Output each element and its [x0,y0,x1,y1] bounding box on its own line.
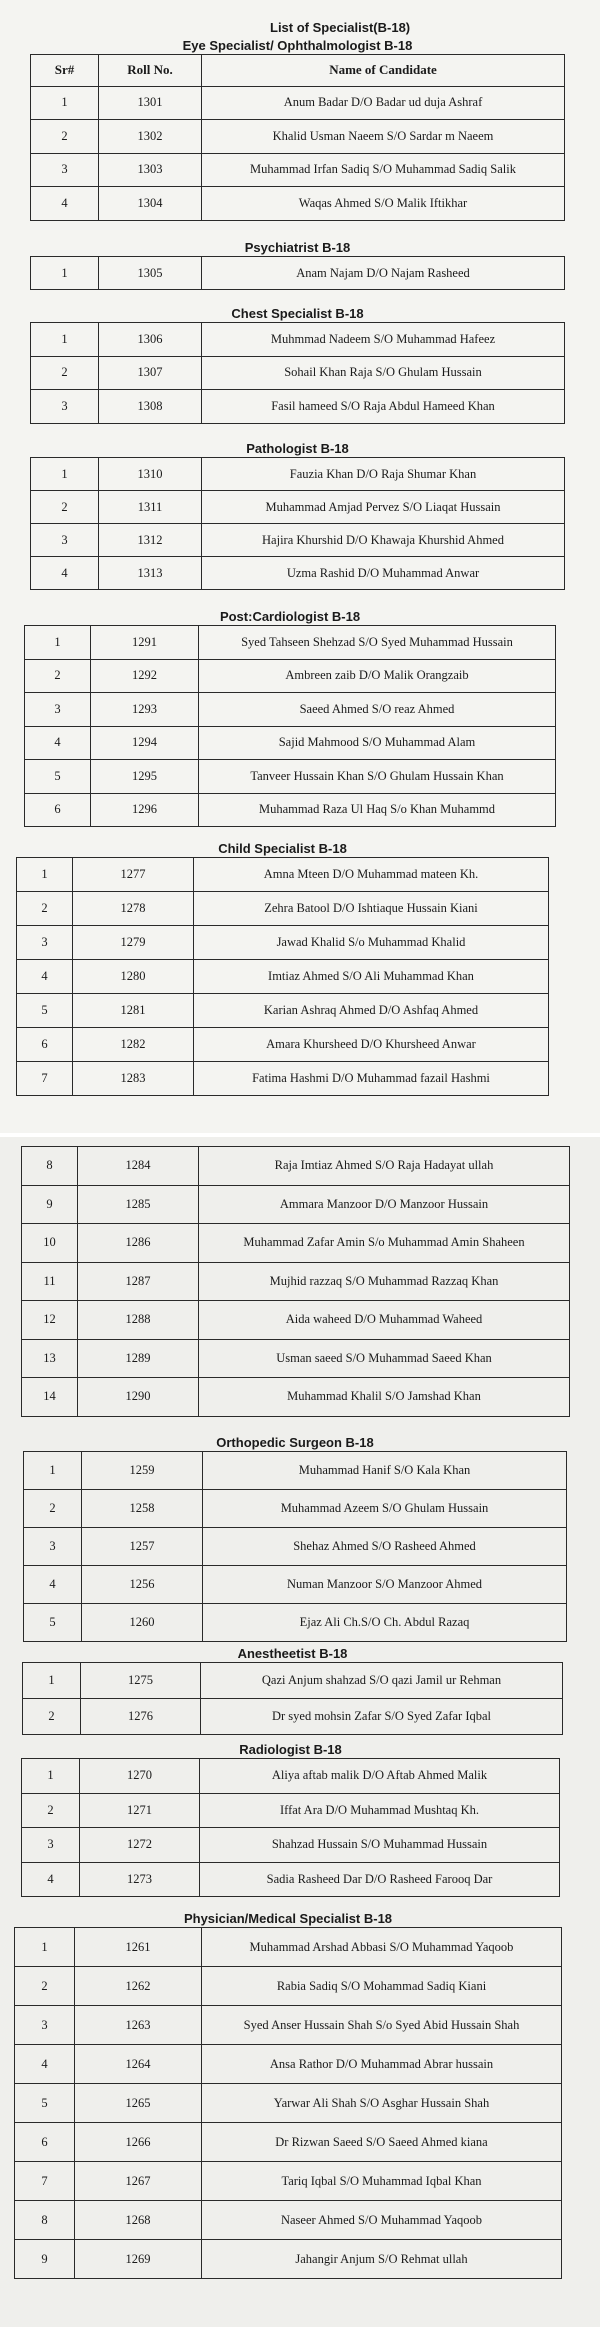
table-row [22,1378,570,1417]
candidate-name: Rabia Sadiq S/O Mohammad Sadiq Kiani [202,1967,562,2006]
serial-number: 9 [22,1185,78,1224]
candidate-name: Syed Anser Hussain Shah S/o Syed Abid Hussain Shah [202,2006,562,2045]
roll-number: 1308 [99,390,202,424]
candidate-name: Usman saeed S/O Muhammad Saeed Khan [199,1339,570,1378]
serial-number: 4 [24,1566,82,1604]
roll-number: 1304 [99,187,202,221]
candidate-name: Ansa Rathor D/O Muhammad Abrar hussain [202,2045,562,2084]
roll-number: 1273 [80,1862,200,1897]
roll-number: 1296 [91,793,199,827]
section-1 [30,240,565,290]
roll-number: 1256 [82,1566,203,1604]
section-8 [22,1646,563,1735]
candidate-name: Yarwar Ali Shah S/O Asghar Hussain Shah [202,2084,562,2123]
candidate-name: Raja Imtiaz Ahmed S/O Raja Hadayat ullah [199,1147,570,1186]
table-row [24,1566,567,1604]
table-row [15,2045,562,2084]
table-row [23,1663,563,1699]
candidate-name: Ambreen zaib D/O Malik Orangzaib [199,659,556,693]
serial-number: 5 [25,760,91,794]
candidate-name: Mujhid razzaq S/O Muhammad Razzaq Khan [199,1262,570,1301]
roll-number: 1286 [78,1224,199,1263]
serial-number: 3 [25,693,91,727]
serial-number: 1 [31,323,99,357]
candidate-name: Sadia Rasheed Dar D/O Rasheed Farooq Dar [200,1862,560,1897]
serial-number: 3 [31,153,99,187]
serial-number: 2 [17,892,73,926]
serial-number: 6 [25,793,91,827]
roll-number: 1290 [78,1378,199,1417]
candidate-name: Muhammad Hanif S/O Kala Khan [203,1452,567,1490]
candidate-name: Waqas Ahmed S/O Malik Iftikhar [202,187,565,221]
table-row [31,153,565,187]
serial-number: 4 [31,557,99,590]
roll-number: 1263 [75,2006,202,2045]
roll-number: 1268 [75,2201,202,2240]
roll-number: 1305 [99,257,202,290]
document-title: List of Specialist(B-18) [270,20,411,35]
candidate-name: Fauzia Khan D/O Raja Shumar Khan [202,458,565,491]
table-row [15,2123,562,2162]
roll-number: 1281 [73,994,194,1028]
candidate-name: Karian Ashraq Ahmed D/O Ashfaq Ahmed [194,994,549,1028]
candidate-name: Imtiaz Ahmed S/O Ali Muhammad Khan [194,960,549,994]
roll-number: 1261 [75,1928,202,1967]
serial-number: 5 [15,2084,75,2123]
serial-number: 10 [22,1224,78,1263]
serial-number: 2 [31,356,99,390]
candidate-name: Anum Badar D/O Badar ud duja Ashraf [202,86,565,120]
roll-number: 1278 [73,892,194,926]
roll-number: 1266 [75,2123,202,2162]
roll-number: 1301 [99,86,202,120]
serial-number: 3 [24,1528,82,1566]
candidate-table [24,625,556,827]
roll-number: 1312 [99,524,202,557]
section-title: Eye Specialist/ Ophthalmologist B-18 [182,38,413,53]
roll-number: 1259 [82,1452,203,1490]
table-row [15,1928,562,1967]
candidate-table [30,457,565,590]
table-row [25,726,556,760]
candidate-name: Aliya aftab malik D/O Aftab Ahmed Malik [200,1759,560,1794]
roll-number: 1280 [73,960,194,994]
serial-number: 1 [25,626,91,660]
serial-number: 4 [15,2045,75,2084]
serial-number: 1 [31,86,99,120]
candidate-name: Amna Mteen D/O Muhammad mateen Kh. [194,858,549,892]
roll-number: 1285 [78,1185,199,1224]
candidate-name: Fasil hameed S/O Raja Abdul Hameed Khan [202,390,565,424]
candidate-name: Ejaz Ali Ch.S/O Ch. Abdul Razaq [203,1604,567,1642]
candidate-name: Numan Manzoor S/O Manzoor Ahmed [203,1566,567,1604]
serial-number: 3 [31,390,99,424]
serial-number: 2 [31,120,99,154]
table-row [31,257,565,290]
serial-number: 3 [22,1828,80,1863]
table-row [24,1452,567,1490]
roll-number: 1284 [78,1147,199,1186]
section-0 [30,38,565,221]
candidate-table [23,1451,567,1642]
table-row [31,458,565,491]
roll-number: 1294 [91,726,199,760]
candidate-name: Muhammad Azeem S/O Ghulam Hussain [203,1490,567,1528]
table-row [15,2084,562,2123]
table-row [17,892,549,926]
candidate-name: Sohail Khan Raja S/O Ghulam Hussain [202,356,565,390]
roll-number: 1257 [82,1528,203,1566]
candidate-name: Qazi Anjum shahzad S/O qazi Jamil ur Rehman [201,1663,563,1699]
table-row [31,356,565,390]
table-row [31,120,565,154]
candidate-name: Fatima Hashmi D/O Muhammad fazail Hashmi [194,1062,549,1096]
serial-number: 13 [22,1339,78,1378]
roll-number: 1267 [75,2162,202,2201]
roll-number: 1313 [99,557,202,590]
serial-number: 5 [24,1604,82,1642]
candidate-name: Jawad Khalid S/o Muhammad Khalid [194,926,549,960]
roll-number: 1265 [75,2084,202,2123]
section-title: Orthopedic Surgeon B-18 [216,1435,374,1450]
table-row [25,626,556,660]
table-row [25,793,556,827]
candidate-table [30,322,565,424]
serial-number: 1 [15,1928,75,1967]
table-row [22,1828,560,1863]
roll-number: 1288 [78,1301,199,1340]
table-row [25,760,556,794]
table-row [22,1185,570,1224]
candidate-name: Sajid Mahmood S/O Muhammad Alam [199,726,556,760]
table-row [15,2240,562,2279]
serial-number: 9 [15,2240,75,2279]
section-title: Radiologist B-18 [239,1742,342,1757]
roll-number: 1270 [80,1759,200,1794]
section-6 [21,1146,570,1417]
serial-number: 4 [17,960,73,994]
roll-number: 1303 [99,153,202,187]
table-row [17,994,549,1028]
serial-number: 8 [22,1147,78,1186]
table-row [22,1339,570,1378]
candidate-name: Khalid Usman Naeem S/O Sardar m Naeem [202,120,565,154]
table-row [17,960,549,994]
candidate-table [14,1927,562,2279]
serial-number: 3 [17,926,73,960]
candidate-name: Syed Tahseen Shehzad S/O Syed Muhammad Hussain [199,626,556,660]
serial-number: 11 [22,1262,78,1301]
table-row [17,1028,549,1062]
table-row [17,926,549,960]
table-header-row [31,55,565,87]
candidate-name: Naseer Ahmed S/O Muhammad Yaqoob [202,2201,562,2240]
candidate-name: Saeed Ahmed S/O reaz Ahmed [199,693,556,727]
table-row [22,1862,560,1897]
candidate-name: Jahangir Anjum S/O Rehmat ullah [202,2240,562,2279]
table-row [24,1604,567,1642]
roll-number: 1279 [73,926,194,960]
roll-number: 1277 [73,858,194,892]
serial-number: 4 [25,726,91,760]
table-row [31,491,565,524]
table-row [22,1793,560,1828]
candidate-name: Uzma Rashid D/O Muhammad Anwar [202,557,565,590]
table-row [22,1147,570,1186]
roll-number: 1289 [78,1339,199,1378]
serial-number: 8 [15,2201,75,2240]
candidate-name: Dr syed mohsin Zafar S/O Syed Zafar Iqbal [201,1699,563,1735]
serial-number: 4 [31,187,99,221]
serial-number: 1 [31,458,99,491]
section-5 [16,841,549,1096]
roll-number: 1264 [75,2045,202,2084]
candidate-name: Muhammad Zafar Amin S/o Muhammad Amin Shaheen [199,1224,570,1263]
roll-number: 1302 [99,120,202,154]
table-row [25,659,556,693]
roll-number: 1260 [82,1604,203,1642]
roll-number: 1287 [78,1262,199,1301]
candidate-name: Anam Najam D/O Najam Rasheed [202,257,565,290]
candidate-name: Muhammad Khalil S/O Jamshad Khan [199,1378,570,1417]
roll-number: 1276 [81,1699,201,1735]
serial-number: 1 [22,1759,80,1794]
table-row [31,557,565,590]
table-row [22,1759,560,1794]
candidate-name: Hajira Khurshid D/O Khawaja Khurshid Ahmed [202,524,565,557]
table-row [17,1062,549,1096]
serial-number: 7 [17,1062,73,1096]
serial-number: 7 [15,2162,75,2201]
roll-number: 1295 [91,760,199,794]
section-2 [30,306,565,424]
serial-number: 1 [24,1452,82,1490]
roll-number: 1258 [82,1490,203,1528]
serial-number: 4 [22,1862,80,1897]
section-7 [23,1435,567,1642]
table-row [25,693,556,727]
roll-number: 1311 [99,491,202,524]
candidate-name: Muhmmad Nadeem S/O Muhammad Hafeez [202,323,565,357]
candidate-table [22,1662,563,1735]
candidate-name: Muhammad Irfan Sadiq S/O Muhammad Sadiq Salik [202,153,565,187]
header-sr: Sr# [31,55,99,87]
roll-number: 1282 [73,1028,194,1062]
candidate-name: Muhammad Amjad Pervez S/O Liaqat Hussain [202,491,565,524]
serial-number: 2 [23,1699,81,1735]
roll-number: 1275 [81,1663,201,1699]
serial-number: 6 [17,1028,73,1062]
serial-number: 2 [24,1490,82,1528]
candidate-name: Aida waheed D/O Muhammad Waheed [199,1301,570,1340]
candidate-name: Tariq Iqbal S/O Muhammad Iqbal Khan [202,2162,562,2201]
serial-number: 1 [17,858,73,892]
serial-number: 14 [22,1378,78,1417]
section-title: Post:Cardiologist B-18 [219,609,361,624]
roll-number: 1262 [75,1967,202,2006]
serial-number: 2 [22,1793,80,1828]
serial-number: 12 [22,1301,78,1340]
candidate-name: Muhammad Raza Ul Haq S/o Khan Muhammd [199,793,556,827]
candidate-table [30,256,565,290]
roll-number: 1271 [80,1793,200,1828]
serial-number: 2 [15,1967,75,2006]
candidate-name: Iffat Ara D/O Muhammad Mushtaq Kh. [200,1793,560,1828]
table-row [24,1528,567,1566]
table-row [31,187,565,221]
serial-number: 6 [15,2123,75,2162]
serial-number: 1 [23,1663,81,1699]
candidate-table [21,1758,560,1897]
section-title: Physician/Medical Specialist B-18 [183,1911,393,1926]
table-row [15,2162,562,2201]
serial-number: 3 [15,2006,75,2045]
section-4 [24,609,556,827]
roll-number: 1291 [91,626,199,660]
table-row [17,858,549,892]
table-row [31,86,565,120]
table-row [15,2201,562,2240]
candidate-name: Tanveer Hussain Khan S/O Ghulam Hussain Khan [199,760,556,794]
candidate-name: Zehra Batool D/O Ishtiaque Hussain Kiani [194,892,549,926]
candidate-table [16,857,549,1096]
candidate-name: Ammara Manzoor D/O Manzoor Hussain [199,1185,570,1224]
table-row [15,2006,562,2045]
candidate-table [21,1146,570,1417]
serial-number: 5 [17,994,73,1028]
table-row [22,1262,570,1301]
table-row [24,1490,567,1528]
candidate-name: Dr Rizwan Saeed S/O Saeed Ahmed kiana [202,2123,562,2162]
roll-number: 1310 [99,458,202,491]
roll-number: 1292 [91,659,199,693]
table-row [31,390,565,424]
candidate-name: Muhammad Arshad Abbasi S/O Muhammad Yaqoob [202,1928,562,1967]
section-9 [21,1742,560,1897]
candidate-table [30,54,565,221]
roll-number: 1293 [91,693,199,727]
candidate-name: Amara Khursheed D/O Khursheed Anwar [194,1028,549,1062]
table-row [31,524,565,557]
roll-number: 1272 [80,1828,200,1863]
serial-number: 2 [25,659,91,693]
section-title: Anestheetist B-18 [237,1646,348,1661]
table-row [15,1967,562,2006]
section-10 [14,1911,562,2279]
roll-number: 1306 [99,323,202,357]
table-row [31,323,565,357]
candidate-name: Shahzad Hussain S/O Muhammad Hussain [200,1828,560,1863]
roll-number: 1307 [99,356,202,390]
section-3 [30,441,565,590]
section-title: Chest Specialist B-18 [231,306,364,321]
header-roll: Roll No. [99,55,202,87]
section-title: Psychiatrist B-18 [244,240,351,255]
table-row [22,1301,570,1340]
candidate-name: Shehaz Ahmed S/O Rasheed Ahmed [203,1528,567,1566]
roll-number: 1283 [73,1062,194,1096]
serial-number: 1 [31,257,99,290]
table-row [23,1699,563,1735]
serial-number: 2 [31,491,99,524]
roll-number: 1269 [75,2240,202,2279]
section-title: Child Specialist B-18 [218,841,347,856]
header-name: Name of Candidate [202,55,565,87]
serial-number: 3 [31,524,99,557]
table-row [22,1224,570,1263]
section-title: Pathologist B-18 [246,441,349,456]
